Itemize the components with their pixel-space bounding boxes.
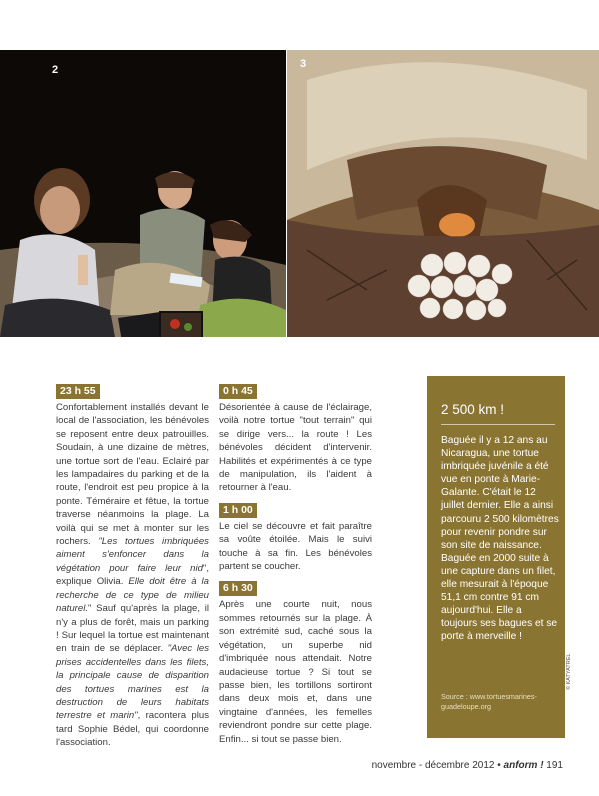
photo-credit: © KATYATREL [566, 653, 572, 690]
sidebar-box [427, 376, 565, 738]
text: Confortablement installés devant le local de l'association, les bénévoles se reposent entre deux patrouilles. Soudain, à une dizaine de mètres, une tortue sort de l'eau. Eclairé par les lampadaires du parking et de la route, l'endroit est peu propice à la ponte. Téméraire et fêtue, la tortue traverse néanmoins la plage. La voilà qui se met à monter sur les rochers. [56, 402, 209, 548]
paragraph: Le ciel se découvre et fait paraître sa voûte étoilée. Mais le suivi touche à sa fin. Les bénévoles partent se coucher. [219, 520, 372, 573]
article-column-1 [56, 382, 209, 750]
quote: "Les tortues imbriquées aiment s'enfoncer dans la végétation pour faire leur nid [56, 536, 209, 574]
photo-turtle-eggs [287, 50, 599, 337]
sidebar-source: Source : www.tortuesmarines-guadeloupe.org [441, 692, 537, 711]
photo-volunteers-illustration [0, 50, 286, 337]
sidebar-title: 2 500 km ! [441, 402, 505, 417]
page-footer [372, 760, 563, 771]
photo-turtle-eggs-illustration [287, 50, 599, 337]
footer-date: novembre - décembre 2012 • [371, 760, 504, 771]
quote: Elle doit être à la recherche de ce type de milieu naturel. [56, 576, 209, 615]
time-label: 0 h 45 [219, 384, 257, 399]
quote: "Avec les prises accidentelles dans les filets, la principale cause de disparition des tortues marines est la destruction de leurs habitats terrestre et marin" [56, 643, 209, 722]
paragraph [56, 401, 209, 750]
paragraph: Après une courte nuit, nous sommes retournés sur la plage. À son extrémité sud, caché sous la végétation, un superbe nid d'imbriquée nous attendait. Notre audacieuse tortue ? Si tout se passe bien, les tortillons sortiront dans deux mois et, dans une vingtaine d'années, les femelles reviendront pondre sur cette plage. Enfin... si tout se passe bien. [219, 599, 372, 745]
sidebar-divider [441, 424, 555, 425]
photo-volunteers-night [0, 50, 286, 337]
text: , racontera plus tard Sophie Bédel, qui coordonne l'association. [56, 710, 209, 749]
paragraph: Désorientée à cause de l'éclairage, voilà notre tortue "tout terrain" qui se dirige vers... la route ! Les bénévoles décident d'intervenir. Habilités et expérimentés à ce type de manipulation, ils l'aident à retourner à l'eau. [219, 402, 372, 494]
article-column-2 [219, 382, 372, 746]
sidebar-text: Baguée il y a 12 ans au Nicaragua, une tortue imbriquée juvénile a été vue en ponte à Marie-Galante. C'était le 12 juillet dernier. Elle a ainsi parcouru 2 500 kilomètres pour revenir pondre sur son site de naissance. Baguée en 2000 suite à une capture dans un filet, elle mesurait à l'époque 51,1 cm contre 91 cm aujourd'hui. Elle a toujours ses bagues et se porte à merveille ! [441, 435, 559, 643]
time-label: 6 h 30 [219, 581, 257, 596]
text: ", explique Olivia. [56, 562, 209, 588]
page-number: 191 [543, 760, 563, 771]
time-label: 23 h 55 [56, 384, 100, 399]
text: " Sauf qu'après la plage, il n'y a plus de forêt, mais un parking ! Sur lequel la tortue est maintenant en train de se déplacer. [56, 603, 209, 655]
time-label: 1 h 00 [219, 503, 257, 518]
magazine-name: anform ! [503, 760, 544, 771]
photo-number: 2 [52, 64, 59, 76]
photo-number: 3 [300, 58, 307, 70]
